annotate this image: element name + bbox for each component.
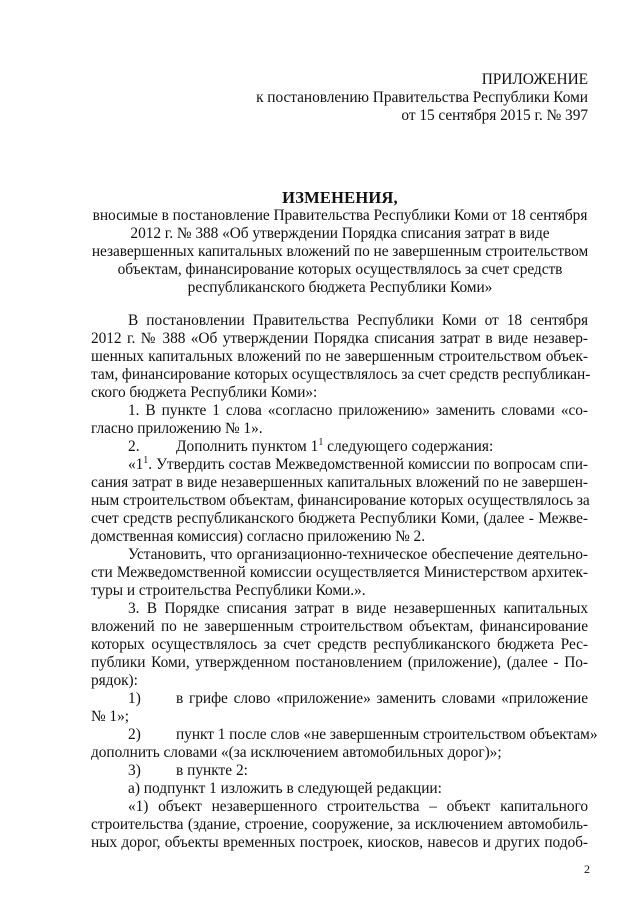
item-3-line: вложений по не завершенным строительством объектам, финансирование — [91, 618, 588, 635]
intro-line: ского бюджета Республики Коми»: — [91, 384, 318, 401]
subtitle-line: республиканского бюджета Республики Коми» — [187, 279, 493, 296]
appendix-reference: к постановлению Правительства Республики Коми — [256, 89, 588, 106]
intro-line: шенных капитальных вложений по не завершенным строительством объек- — [91, 348, 588, 365]
document-title: ИЗМЕНЕНИЯ, — [282, 188, 398, 207]
quote-1-line: домственная комиссия) согласно приложению № 2. — [91, 528, 425, 545]
quote-2-line: «1) объект незавершенного строительства – объект капитального — [128, 798, 588, 815]
subitem-3-number: 3) — [128, 762, 141, 779]
quote-1-line: счет средств республиканского бюджета Республики Коми, (далее - Межве- — [91, 510, 588, 527]
subitem-1-line: № 1»; — [91, 708, 129, 725]
item-3-line: которых осуществлялось за счет средств республиканского бюджета Рес- — [91, 636, 588, 653]
intro-line: В постановлении Правительства Республики Коми от 18 сентября — [128, 312, 588, 329]
paragraph-2-line: туры и строительства Республики Коми.». — [91, 582, 366, 599]
item-1-line: 1. В пункте 1 слова «согласно приложению» заменить словами «со- — [128, 402, 588, 419]
paragraph-2-line: Установить, что организационно-техническое обеспечение деятельно- — [128, 546, 588, 563]
appendix-date: от 15 сентября 2015 г. № 397 — [401, 107, 588, 124]
appendix-label: ПРИЛОЖЕНИЕ — [481, 71, 588, 88]
quote-1-line: ным строительством объектам, финансирование которых осуществлялось за — [91, 492, 590, 509]
item-1-line: гласно приложению № 1». — [91, 420, 263, 437]
subitem-3-line: в пункте 2: — [176, 762, 248, 779]
quote-2-line: ных дорог, объекты временных построек, киосков, навесов и других подоб- — [91, 834, 588, 851]
subitem-2-line: пункт 1 после слов «не завершенным строительством объектам» — [176, 726, 598, 743]
subitem-1-number: 1) — [128, 690, 141, 707]
subtitle-line: 2012 г. № 388 «Об утверждении Порядка списания затрат в виде — [130, 225, 550, 242]
item-2-number: 2. — [128, 438, 140, 455]
subtitle-line: незавершенных капитальных вложений по не завершенным строительством — [91, 243, 589, 260]
item-3-line: рядок): — [91, 672, 138, 689]
quote-1-line: «$1^1$. Утвердить состав Межведомственной комиссии по вопросам спи- — [128, 454, 588, 473]
page-number: 2 — [584, 862, 590, 876]
intro-line: там, финансирование которых осуществлялось за счет средств республикан- — [91, 366, 591, 383]
intro-line: 2012 г. № 388 «Об утверждении Порядка списания затрат в виде незавер- — [91, 330, 588, 347]
paragraph-2-line: сти Межведомственной комиссии осуществляется Министерством архитек- — [91, 564, 588, 581]
subitem-1-line: в грифе слово «приложение» заменить словами «приложение — [176, 690, 588, 707]
subtitle-line: вносимые в постановление Правительства Республики Коми от 18 сентября — [92, 207, 588, 224]
quote-1-line: сания затрат в виде незавершенных капитальных вложений по не завершен- — [91, 474, 588, 491]
subtitle-line: объектам, финансирование которых осуществлялось за счет средств — [117, 261, 563, 278]
quote-2-line: строительства (здание, строение, сооружение, за исключением автомобиль- — [91, 816, 588, 833]
item-3-line: публики Коми, утвержденном постановлением (приложение), (далее - По- — [91, 654, 588, 671]
item-3-line: 3. В Порядке списания затрат в виде незавершенных капитальных — [128, 600, 588, 617]
item-2-text: Дополнить пунктом $1^1$ следующего содержания: — [176, 436, 494, 455]
subitem-2-number: 2) — [128, 726, 141, 743]
subitem-2-line: дополнить словами «(за исключением автомобильных дорог)»; — [91, 744, 502, 761]
subitem-a-line: а) подпункт 1 изложить в следующей редакции: — [128, 780, 442, 797]
